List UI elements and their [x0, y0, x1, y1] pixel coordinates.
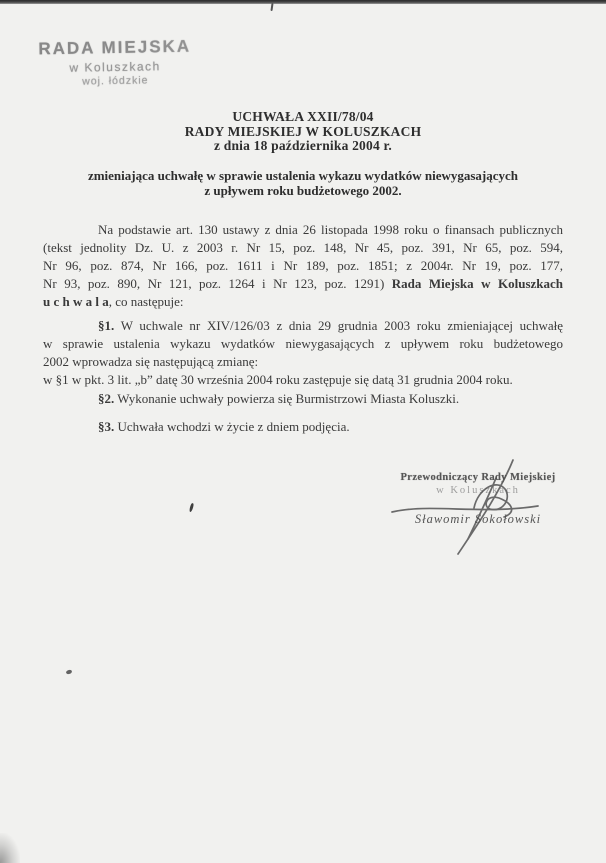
handwritten-signature-icon	[378, 448, 578, 568]
subject-line-2: z upływem roku budżetowego 2002.	[204, 183, 402, 199]
section-1-line: w sprawie ustalenia wykazu wydatków niewygasających z upływem roku budżetowego	[43, 336, 563, 351]
section-1-line: w §1 w pkt. 3 lit. „b” datę 30 września 2004 roku zastępuje się datą 31 grudnia 2004 roku.	[43, 372, 513, 387]
document-title	[43, 110, 563, 154]
section-3-text: Uchwała wchodzi w życie z dniem podjęcia.	[114, 419, 350, 434]
preamble-resolves-bold: u c h w a l a	[43, 294, 109, 309]
signature-printed-name: Sławomir Sokołowski	[414, 512, 542, 526]
council-header-stamp	[30, 37, 201, 89]
section-3-paragraph	[43, 418, 563, 436]
signature-short-stroke	[468, 478, 496, 539]
signature-block	[378, 448, 578, 568]
title-council-name: RADY MIEJSKIEJ W KOLUSZKACH	[184, 123, 422, 139]
stamp-org-name: RADA MIEJSKA	[30, 37, 200, 60]
preamble-resolves-rest: , co następuje:	[108, 294, 184, 309]
section-2-number: §2.	[98, 391, 115, 406]
preamble-line: Nr 96, poz. 874, Nr 166, poz. 1611 i Nr 189, poz. 1851; z 2004r. Nr 19, poz. 177,	[43, 258, 563, 273]
scan-speck-lower	[66, 669, 73, 675]
stamp-org-voivodeship: woj. łódzkie	[82, 74, 149, 88]
signature-role-line-2: w Koluszkach	[436, 485, 520, 496]
section-1-paragraph	[43, 317, 563, 389]
preamble-line: Na podstawie art. 130 ustawy z dnia 26 listopada 1998 roku o finansach publicznych	[98, 222, 563, 237]
section-2-text: Wykonanie uchwały powierza się Burmistrzowi Miasta Koluszki.	[114, 391, 460, 406]
scan-corner-smudge	[0, 833, 20, 863]
preamble-line: (tekst jednolity Dz. U. z 2003 r. Nr 15, poz. 148, Nr 45, poz. 391, Nr 65, poz. 594,	[43, 240, 563, 255]
preamble-line	[43, 293, 563, 311]
preamble-legal-refs: Nr 93, poz. 890, Nr 121, poz. 1264 i Nr 123, poz. 1291)	[43, 276, 392, 291]
title-resolution-number: UCHWAŁA XXII/78/04	[232, 109, 374, 124]
scan-speck-top	[270, 3, 273, 11]
stamp-org-city: w Koluszkach	[69, 59, 161, 75]
document-subject	[43, 168, 563, 198]
signature-long-stroke	[458, 460, 513, 554]
signature-underline	[392, 506, 538, 512]
section-1-line: 2002 wprowadza się następującą zmianę:	[43, 354, 259, 369]
section-1-text: W uchwale nr XIV/126/03 z dnia 29 grudnia 2003 roku zmieniającej uchwałę	[114, 318, 563, 333]
preamble-line	[43, 275, 563, 293]
section-2-paragraph	[43, 390, 563, 408]
preamble-council-bold: Rada Miejska w Koluszkach	[391, 276, 564, 291]
preamble-paragraph	[43, 221, 563, 311]
signature-role-line-1: Przewodniczący Rady Miejskiej	[400, 472, 556, 483]
section-1-line	[43, 317, 563, 335]
section-1-number: §1.	[98, 318, 115, 333]
section-3-number: §3.	[98, 419, 115, 434]
title-date: z dnia 18 października 2004 r.	[213, 138, 392, 154]
scan-edge-artifact	[0, 0, 606, 4]
subject-line-1: zmieniająca uchwałę w sprawie ustalenia wykazu wydatków niewygasających	[87, 168, 519, 183]
scan-speck-middle	[189, 503, 194, 512]
